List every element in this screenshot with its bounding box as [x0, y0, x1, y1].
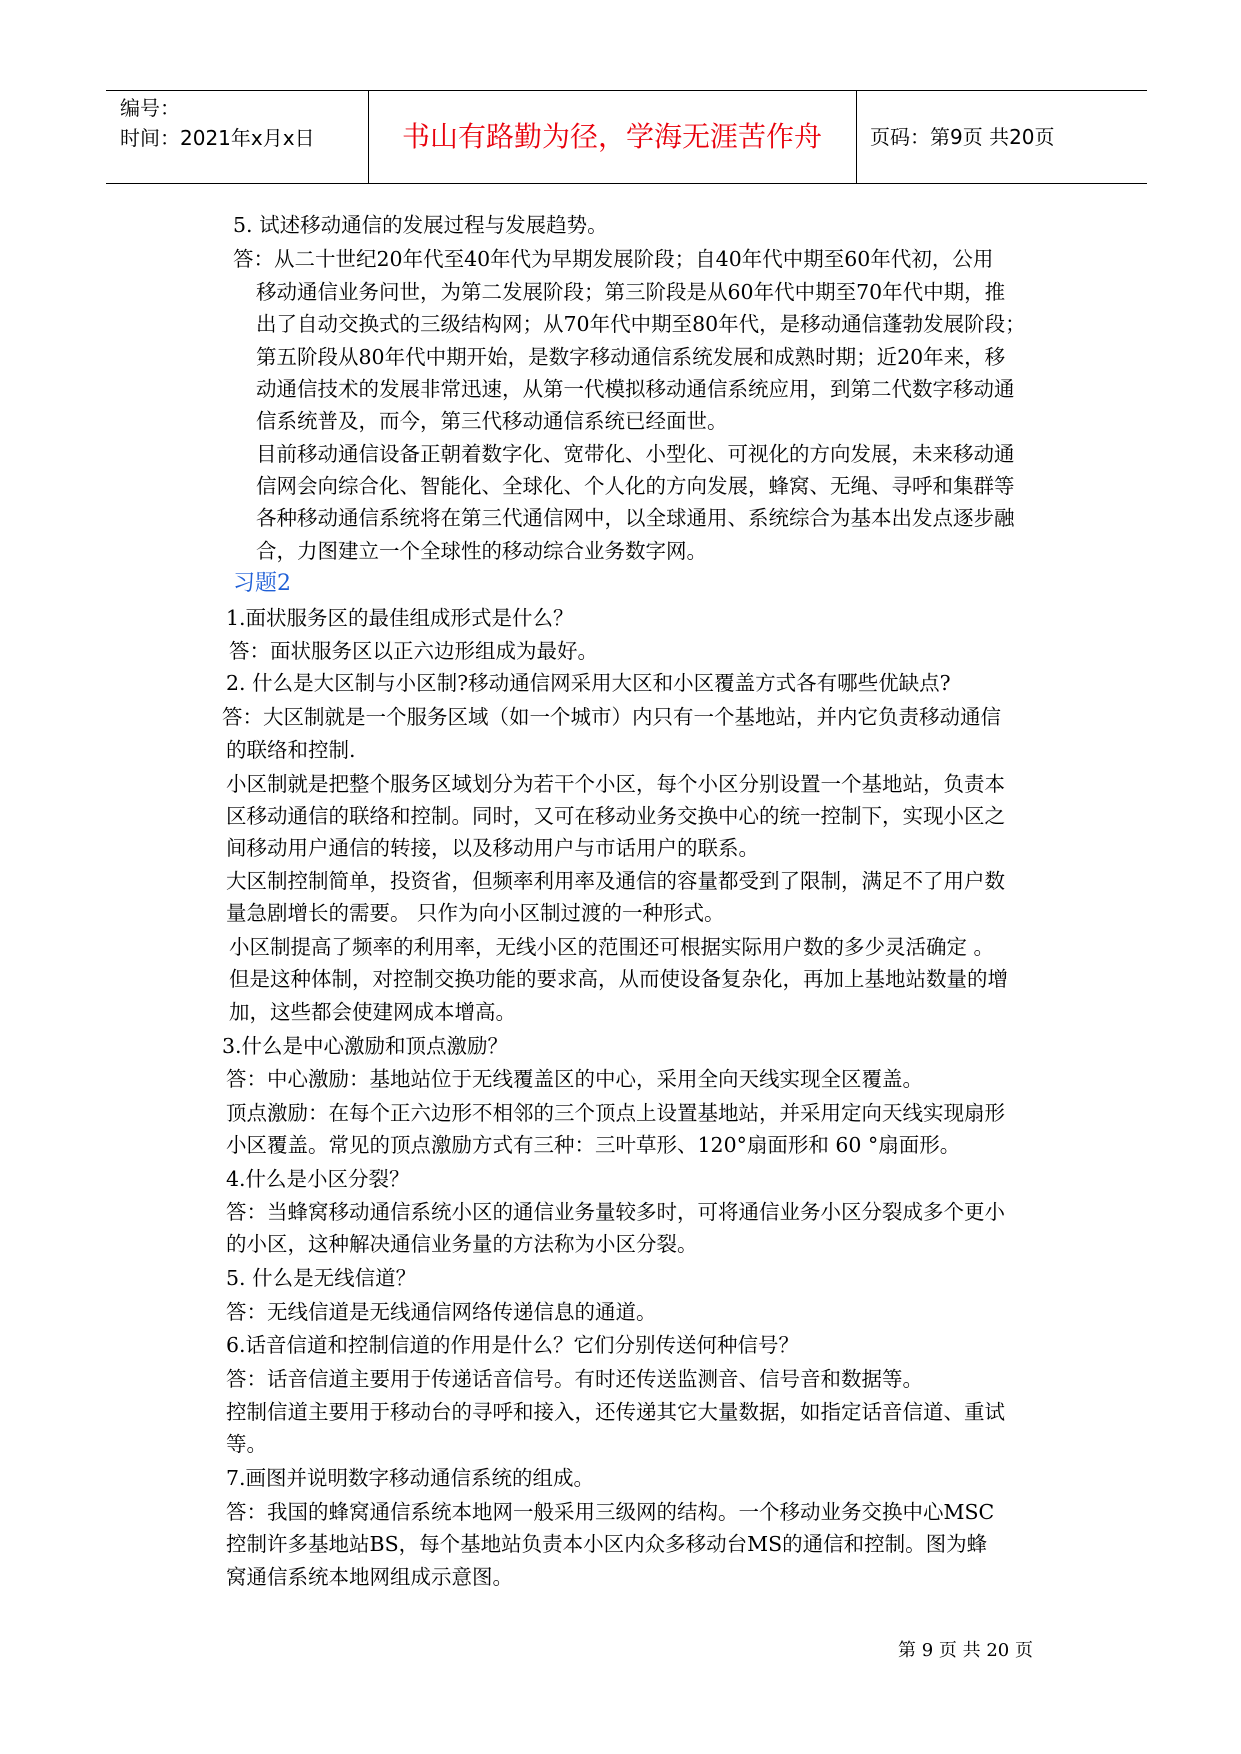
text-line: 大区制控制简单，投资省，但频率利用率及通信的容量都受到了限制，满足不了用户数 [226, 869, 1005, 893]
text-line: 答：从二十世纪20年代至40年代为早期发展阶段；自40年代中期至60年代初，公用 [233, 247, 994, 271]
text-line: 各种移动通信系统将在第三代通信网中，以全球通用、系统综合为基本出发点逐步融 [256, 506, 1015, 530]
text-line: 顶点激励：在每个正六边形不相邻的三个顶点上设置基地站，并采用定向天线实现扇形 [226, 1101, 1005, 1125]
text-line: 合，力图建立一个全球性的移动综合业务数字网。 [256, 539, 707, 563]
question-line: 7.画图并说明数字移动通信系统的组成。 [226, 1466, 595, 1490]
question-line: 1.面状服务区的最佳组成形式是什么？ [226, 606, 574, 630]
answer-line: 答：无线信道是无线通信网络传递信息的通道。 [226, 1300, 657, 1324]
text-line: 区移动通信的联络和控制。同时，又可在移动业务交换中心的统一控制下，实现小区之 [226, 804, 1005, 828]
question-line: 6.话音信道和控制信道的作用是什么？它们分别传送何种信号？ [226, 1333, 800, 1357]
section-heading: 习题2 [233, 571, 291, 596]
page-header [106, 90, 1147, 184]
text-line: 量急剧增长的需要。 只作为向小区制过渡的一种形式。 [226, 901, 725, 925]
question-line: 5. 什么是无线信道？ [226, 1266, 417, 1290]
text-line: 信系统普及，而今，第三代移动通信系统已经面世。 [256, 409, 728, 433]
header-page-label: 页码：第9页 共20页 [870, 125, 1055, 149]
text-line: 出了自动交换式的三级结构网；从70年代中期至80年代，是移动通信蓬勃发展阶段； [256, 312, 1026, 336]
text-line: 控制许多基地站BS，每个基地站负责本小区内众多移动台MS的通信和控制。图为蜂 [226, 1532, 988, 1556]
date-label: 时间：2021年x月x日 [120, 126, 315, 150]
answer-line: 答：大区制就是一个服务区域（如一个城市）内只有一个基地站，并内它负责移动通信 [222, 705, 1001, 729]
page-footer: 第 9 页 共 20 页 [898, 1640, 1033, 1661]
answer-line: 答：话音信道主要用于传递话音信号。有时还传送监测音、信号音和数据等。 [226, 1367, 923, 1391]
text-line: 小区制就是把整个服务区域划分为若干个小区，每个小区分别设置一个基地站，负责本 [226, 772, 1005, 796]
header-motto: 书山有路勤为径，学海无涯苦作舟 [401, 120, 822, 153]
text-line: 目前移动通信设备正朝着数字化、宽带化、小型化、可视化的方向发展，未来移动通 [256, 442, 1015, 466]
text-line: 移动通信业务问世，为第二发展阶段；第三阶段是从60年代中期至70年代中期，推 [256, 280, 1006, 304]
text-line: 信网会向综合化、智能化、全球化、个人化的方向发展，蜂窝、无绳、寻呼和集群等 [256, 474, 1015, 498]
answer-line: 答：中心激励：基地站位于无线覆盖区的中心，采用全向天线实现全区覆盖。 [226, 1067, 923, 1091]
text-line: 第五阶段从80年代中期开始，是数字移动通信系统发展和成熟时期；近20年来，移 [256, 345, 1006, 369]
header-divider [856, 91, 857, 183]
question-line: 3.什么是中心激励和顶点激励？ [222, 1034, 509, 1058]
text-line: 小区制提高了频率的利用率，无线小区的范围还可根据实际用户数的多少灵活确定 。 [229, 935, 995, 959]
text-line: 的联络和控制. [226, 738, 356, 762]
text-line: 窝通信系统本地网组成示意图。 [226, 1565, 513, 1589]
text-line: 等。 [226, 1432, 267, 1456]
text-line: 5. 试述移动通信的发展过程与发展趋势。 [233, 213, 608, 237]
text-line: 间移动用户通信的转接，以及移动用户与市话用户的联系。 [226, 836, 759, 860]
number-label: 编号： [120, 96, 180, 120]
text-line: 的小区，这种解决通信业务量的方法称为小区分裂。 [226, 1232, 698, 1256]
header-left [120, 93, 315, 153]
question-line: 2. 什么是大区制与小区制?移动通信网采用大区和小区覆盖方式各有哪些优缺点? [226, 671, 951, 695]
text-line: 控制信道主要用于移动台的寻呼和接入，还传递其它大量数据，如指定话音信道、重试 [226, 1400, 1005, 1424]
answer-line: 答：当蜂窝移动通信系统小区的通信业务量较多时，可将通信业务小区分裂成多个更小 [226, 1200, 1005, 1224]
question-line: 4.什么是小区分裂？ [226, 1167, 410, 1191]
text-line: 但是这种体制，对控制交换功能的要求高，从而使设备复杂化，再加上基地站数量的增 [229, 967, 1008, 991]
answer-line: 答：面状服务区以正六边形组成为最好。 [229, 639, 598, 663]
answer-line: 答：我国的蜂窝通信系统本地网一般采用三级网的结构。一个移动业务交换中心MSC [226, 1500, 995, 1524]
text-line: 动通信技术的发展非常迅速，从第一代模拟移动通信系统应用，到第二代数字移动通 [256, 377, 1015, 401]
text-line: 小区覆盖。常见的顶点激励方式有三种：三叶草形、120°扇面形和 60 °扇面形。 [226, 1133, 961, 1157]
text-line: 加，这些都会使建网成本增高。 [229, 1000, 516, 1024]
